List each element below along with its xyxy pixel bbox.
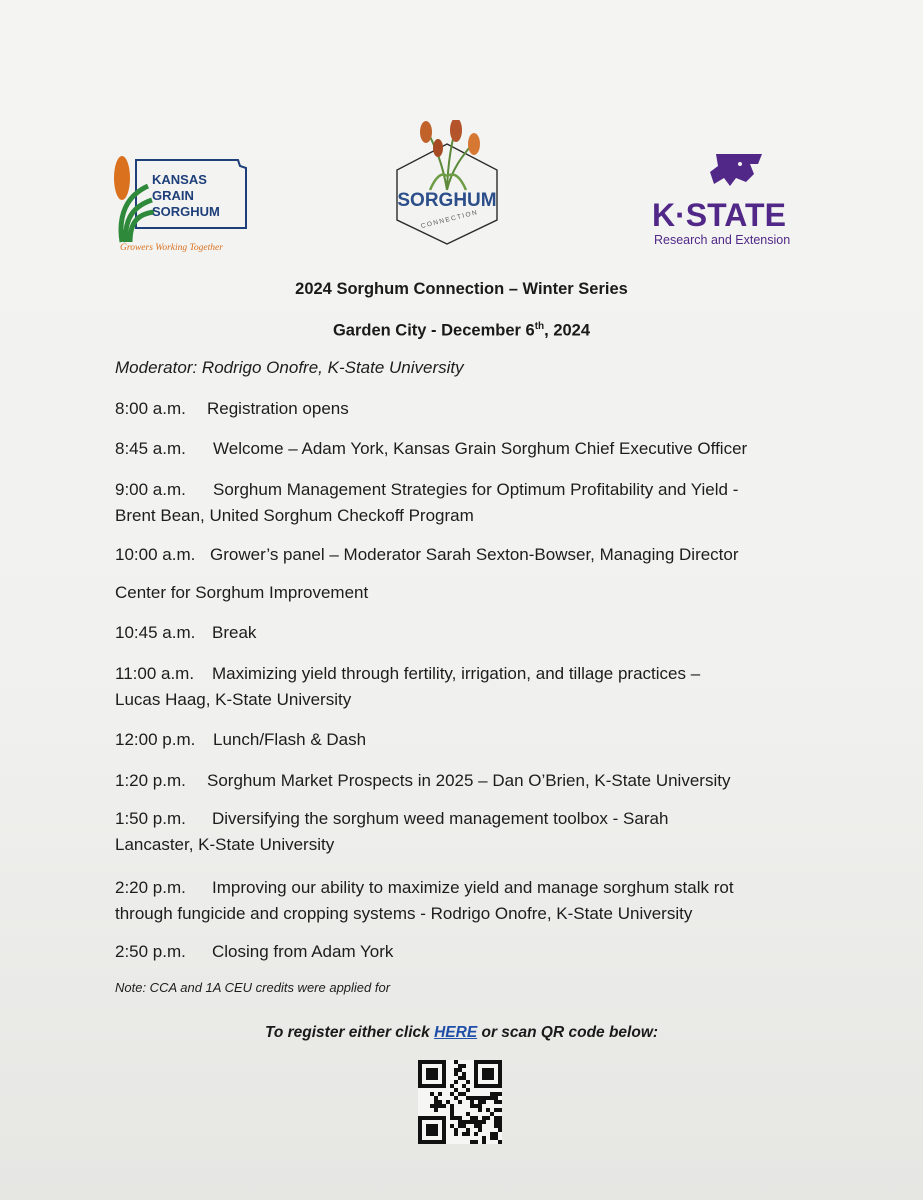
- agenda-text: Sorghum Market Prospects in 2025 – Dan O’Brien, K-State University: [207, 771, 731, 790]
- agenda-time: 11:00 a.m.: [115, 664, 195, 683]
- registration-qr-code[interactable]: [418, 1060, 502, 1144]
- agenda-text: Maximizing yield through fertility, irrigation, and tillage practices –: [212, 664, 701, 683]
- agenda-item: [115, 877, 734, 899]
- register-here-link[interactable]: HERE: [434, 1024, 478, 1041]
- kstate-sub: Research and Extension: [654, 233, 791, 247]
- subtitle-tail: , 2024: [544, 321, 591, 340]
- register-prefix: To register either click: [264, 1024, 435, 1041]
- subtitle-sup: th: [534, 321, 545, 332]
- sorghum-connection-logo: [390, 120, 505, 245]
- agenda-text: Improving our ability to maximize yield and manage sorghum stalk rot: [212, 878, 734, 897]
- agenda-text: Registration opens: [207, 399, 349, 418]
- page-title: 2024 Sorghum Connection – Winter Series: [295, 280, 628, 298]
- agenda-item: [115, 770, 730, 792]
- agenda-text-cont: through fungicide and cropping systems - Rodrigo Onofre, K-State University: [115, 904, 693, 923]
- agenda-time: 12:00 p.m.: [115, 730, 196, 749]
- agenda-text: Sorghum Management Strategies for Optimum Profitability and Yield -: [213, 480, 739, 499]
- agenda-item: [115, 438, 747, 460]
- kstate-word: K·STATE: [652, 197, 786, 233]
- agenda-item: [115, 663, 700, 685]
- agenda-item: [115, 622, 256, 644]
- kansas-grain-sorghum-logo: [108, 146, 258, 256]
- kgs-line2: GRAIN: [152, 188, 194, 203]
- subtitle-main: Garden City - December 6: [332, 321, 535, 340]
- agenda-item: [115, 479, 738, 501]
- moderator-line: Moderator: Rodrigo Onofre, K-State University: [115, 358, 464, 377]
- register-suffix: or scan QR code below:: [477, 1024, 659, 1041]
- agenda-time: 8:45 a.m.: [115, 439, 186, 458]
- agenda-text: Lunch/Flash & Dash: [213, 730, 367, 749]
- agenda-text-cont: Brent Bean, United Sorghum Checkoff Program: [115, 506, 474, 525]
- agenda-text-cont: Lancaster, K-State University: [115, 835, 335, 854]
- agenda-item: [115, 808, 668, 830]
- agenda-time: 8:00 a.m.: [115, 399, 186, 418]
- agenda-item: [115, 729, 366, 751]
- agenda-time: 10:45 a.m.: [115, 623, 196, 642]
- agenda-text: Grower’s panel – Moderator Sarah Sexton-Bowser, Managing Director: [210, 545, 739, 564]
- agenda-time: 2:50 p.m.: [115, 942, 186, 961]
- credits-note: Note: CCA and 1A CEU credits were applied for: [115, 980, 391, 995]
- agenda-time: 9:00 a.m.: [115, 480, 186, 499]
- agenda-text: Welcome – Adam York, Kansas Grain Sorghum Chief Executive Officer: [213, 439, 748, 458]
- kgs-line1: KANSAS: [152, 172, 207, 187]
- agenda-item: [115, 398, 349, 420]
- agenda-text-cont: Lucas Haag, K-State University: [115, 690, 352, 709]
- agenda-time: 2:20 p.m.: [115, 878, 186, 897]
- agenda-text: Diversifying the sorghum weed management toolbox - Sarah: [212, 809, 669, 828]
- agenda-text: Break: [212, 623, 257, 642]
- sorghum-word: SORGHUM: [397, 190, 497, 211]
- register-line: [0, 1024, 923, 1042]
- agenda-text: Closing from Adam York: [212, 942, 394, 961]
- kstate-research-extension-logo: [650, 150, 830, 250]
- event-date-location: [0, 321, 923, 341]
- agenda-time: 10:00 a.m.: [115, 545, 196, 564]
- agenda-text-cont: Center for Sorghum Improvement: [115, 583, 369, 602]
- kgs-line3: SORGHUM: [152, 204, 220, 219]
- kgs-tagline: Growers Working Together: [120, 243, 223, 253]
- agenda-item: [115, 544, 739, 566]
- agenda-item: [115, 941, 393, 963]
- sorghum-sub: CONNECTION: [420, 209, 479, 231]
- agenda-time: 1:20 p.m.: [115, 771, 186, 790]
- agenda-time: 1:50 p.m.: [115, 809, 186, 828]
- logo-row: [0, 120, 923, 260]
